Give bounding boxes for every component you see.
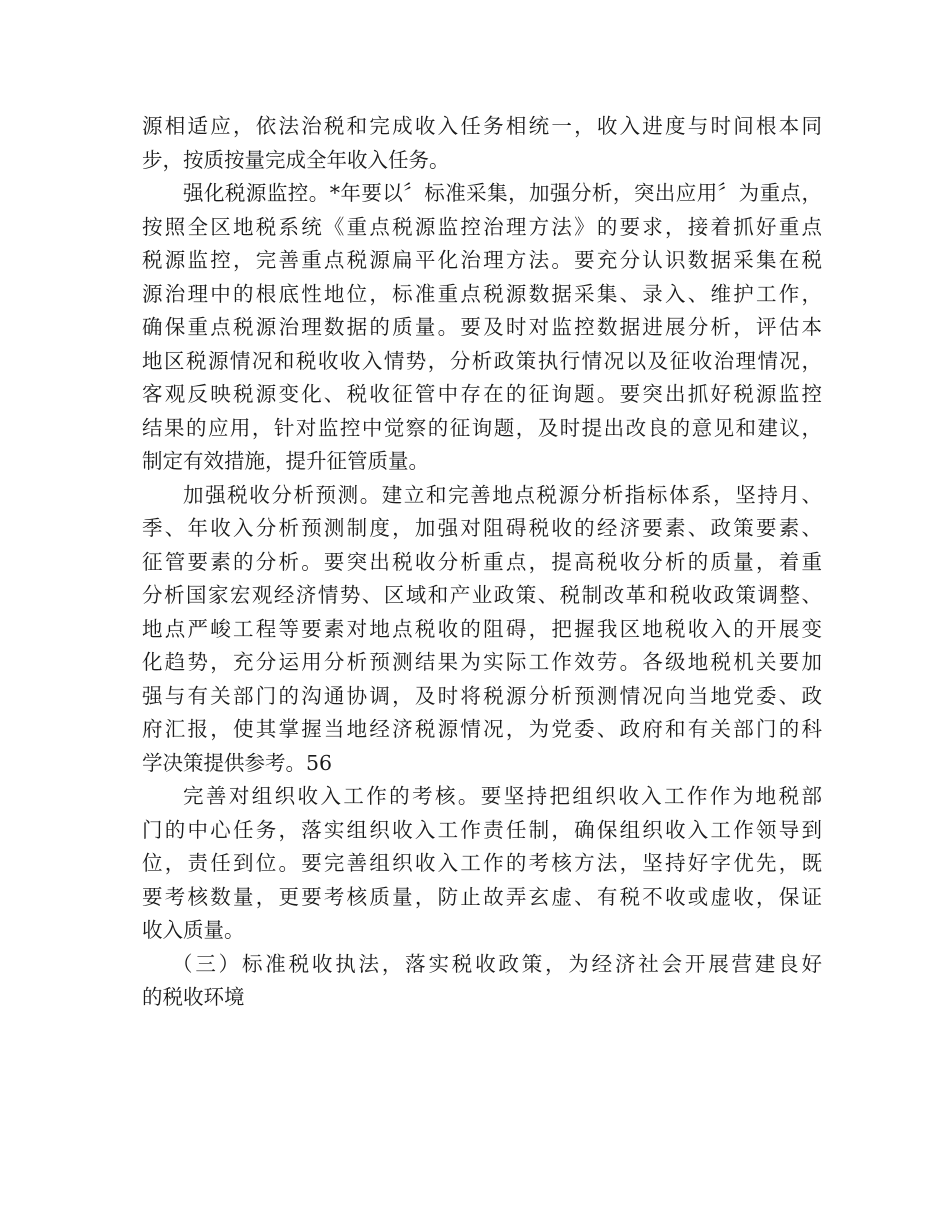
text-line: 按照全区地税系统《重点税源监控治理方法》的要求，接着抓好重点 [142,214,822,239]
text-line: 确保重点税源治理数据的质量。要及时对监控数据进展分析，评估本 [142,315,822,339]
text-line: 要考核数量，更要考核质量，防止故弄玄虚、有税不收或虚收，保证 [142,884,822,909]
text-line: 地点严峻工程等要素对地点税收的阻碍，把握我区地税收入的开展变 [142,616,822,641]
text-line: 收入质量。 [142,918,245,942]
text-line: 强与有关部门的沟通协调，及时将税源分析预测情况向当地党委、政 [142,683,822,708]
text-line: 源治理中的根底性地位，标准重点税源数据采集、录入、维护工作， [142,281,822,306]
text-line: 化趋势，充分运用分析预测结果为实际工作效劳。各级地税机关要加 [142,650,822,674]
text-line: 分析国家宏观经济情势、区域和产业政策、税制改革和税收政策调整、 [142,583,822,607]
text-line: 地区税源情况和税收收入情势，分析政策执行情况以及征收治理情况， [142,348,822,373]
text-line: 门的中心任务，落实组织收入工作责任制，确保组织收入工作领导到 [142,817,822,842]
text-line: 制定有效措施，提升征管质量。 [142,449,429,473]
text-line: 客观反映税源变化、税收征管中存在的征询题。要突出抓好税源监控 [142,382,822,406]
text-line: 位，责任到位。要完善组织收入工作的考核方法，坚持好字优先，既 [142,851,822,875]
text-line: 府汇报，使其掌握当地经济税源情况，为党委、政府和有关部门的科 [142,717,822,741]
section-heading-line: 的税收环境 [142,985,245,1009]
document-body [142,110,822,1015]
text-line: 税源监控，完善重点税源扁平化治理方法。要充分认识数据采集在税 [142,248,822,272]
text-line: 征管要素的分析。要突出税收分析重点，提高税收分析的质量，着重 [142,549,822,574]
paragraph-first-line: 加强税收分析预测。建立和完善地点税源分析指标体系，坚持月、 [183,482,822,507]
text-line: 步，按质按量完成全年收入任务。 [142,147,450,172]
paragraph-first-line: 完善对组织收入工作的考核。要坚持把组织收入工作作为地税部 [183,784,822,808]
text-line: 学决策提供参考。56 [142,750,333,775]
text-line: 季、年收入分析预测制度，加强对阻碍税收的经济要素、政策要素、 [142,516,822,540]
paragraph-first-line: 强化税源监控。*年要以〞标准采集，加强分析，突出应用〞为重点， [183,181,822,205]
section-heading-line: （三）标准税收执法，落实税收政策，为经济社会开展营建良好 [172,951,822,976]
text-line: 结果的应用，针对监控中觉察的征询题，及时提出改良的意见和建议， [142,415,822,440]
text-line: 源相适应，依法治税和完成收入任务相统一，收入进度与时间根本同 [142,114,822,138]
